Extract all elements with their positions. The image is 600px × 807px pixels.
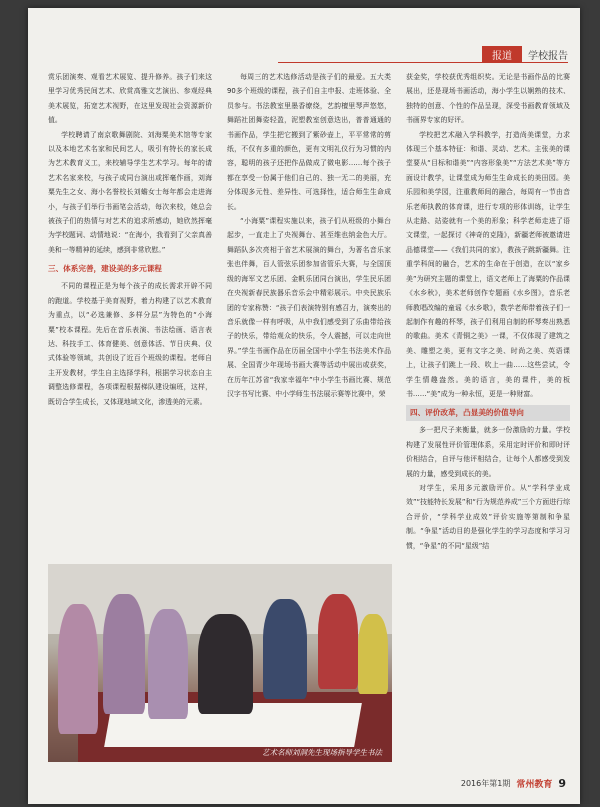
calligraphy-photo <box>48 564 392 762</box>
paragraph: 学校把艺术融入学科教学，打造尚美课堂，力求体现三个基本特征：和谐、灵动、艺术。主张美的课堂要从“目标和谐美”“内容形象美”“方法艺术美”等方面设计教学，让课堂成为师生生命成长的美田园。美乐园和美学园，注重教师间的融合，每周有一节由音乐老师执教的体育课，进行专项的形体训练，让学生从走路、站姿就有一个美的形象；科学老师走进了语文课堂，一起探讨《神奇的克隆》，新疆老师被邀请进品德课堂——《我们共同的家》，教孩子跳新疆舞。注重学科间的融合，艺术的生命在于创造，在以“家乡美”为研究主题的课堂上，语文老师上了海粟的作品课《水乡秋》，美术老师创作专题画《水乡图》，音乐老师教唱改编的童谣《水乡歌》，数学老师带着孩子们一起制作有趣的杯琴，孩子们利用自制的杯琴奏出熟悉的歌曲。美术《青铜之美》一课，不仅体现了建筑之美、雕塑之美，更有文字之美、时尚之美、英语课上，让孩子们跳上一段、吹上一曲……这些尝试，令学生情趣盎然。美的语言，美的课件，美的板书……“美”成为一种永恒，更是一种财富。 <box>406 130 570 398</box>
photo-person <box>58 604 98 734</box>
text-column-3 <box>406 70 570 553</box>
text-column-1 <box>48 70 212 409</box>
paragraph: 赏乐团演奏、观看艺术展览、提升修养。孩子们来这里学习优秀民间艺术、欣赏高雅文艺演出、参观经典美术展览，拓宽艺术视野，在这里发现社会资源新价值。 <box>48 73 212 125</box>
paragraph: 每周三的艺术选修活动是孩子们的最爱。五大类90多个班级的课程，孩子们自主申报、走班体验、全员参与。书法教室里墨香缭绕，艺韵檀里琴声悠悠，舞蹈社团舞姿轻盈，泥塑教室创意迭出，普普通通的书画作品，学生把它搬到了紫砂壶上，平平常常的剪纸，不仅有多重的颜色，更有文明礼仪行为习惯的内容，聪明的孩子还把作品做成了微电影……每个孩子都在享受一份属于他们自己的、独一无二的美丽，充分体现多元性、差异性、可选择性，适合师生生命成长。 <box>227 73 391 211</box>
page-footer <box>461 777 566 790</box>
section-heading: 四、评价改革，凸显美的价值导向 <box>406 405 570 421</box>
paragraph: 学校聘请了南京歌舞剧院、刘海粟美术馆等专家以及本地艺术名家和民间艺人，吸引有特长的家长成为艺术教育义工，来校辅导学生艺术学习。每年的请艺术名家来校，与孩子或同台演出或挥毫作画，刘海粟先生之女、海小名誉校长刘蟾女士每年都会走进海小，与孩子们举行书画笔会活动，每次来校，她总会被孩子们的热情与对艺术的追求所感动，她欣然挥毫为学校题词、动情地说：“在海小，我看到了父亲真善美和一等精神的延续，感到非常欣慰。” <box>48 130 212 254</box>
photo-person <box>358 614 388 694</box>
paragraph: “小海粟”课程实施以来，孩子们从班级的小舞台起步，一直走上了央视舞台、甚至维也纳金色大厅。舞蹈队多次亮相于省艺术展演的舞台，为著名音乐家张也伴舞，百人管弦乐团参加省管乐大赛，与全国顶级的海军文艺乐团、金帆乐团同台演出，学生民乐团在央视新春民族器乐音乐会中精彩展示。中央民族乐团的专家称赞：“孩子们表演特别有感召力，演奏出的音乐就像一样有呼吸，从中我们感受到了乐曲带给孩子的快乐，带给观众的快乐，令人震撼，可以走向世界。”学生书画作品在历届全国中小学生书法美术作品展、全国青少年现场书画大赛等活动中展出或获奖，在历年江苏省“我家幸福年”中小学生书画比赛、规范汉字书写比赛、中小学师生书法展示赛等比赛中，荣 <box>227 217 391 398</box>
magazine-page <box>28 8 580 804</box>
report-tag: 报道 <box>482 46 522 63</box>
photo-person <box>318 594 358 689</box>
section-title: 学校报告 <box>528 51 568 62</box>
paragraph: 对学生，采用多元激励评价。从“学科学业成效”“技能特长发展”和“行为规范养成”三个方面进行综合评价，“学科学业成效”评价实施等第制和争星制。“争星”活动目的是强化学生的学习态度和学习习惯，“争星”的不同“星级”结 <box>406 483 570 550</box>
section-header <box>482 46 568 63</box>
issue-label: 2016年第1期 <box>460 779 511 788</box>
paragraph: 不同的课程正是为每个孩子的成长需求开辟不同的跑道。学校基于美育视野，着力构建了以艺术教育为重点，以“必选兼修、多样分层”为特色的“小海粟”校本课程。先后在音乐表演、书法绘画、语言表达、科技手工、体育健美、创意体活、节日庆典、仪式体验等领域，共创设了近百个班级的课程。老师自主开发教材，学生自主选择学科，根据学习状态自主调整选修课程，各项课程根据梯队建设编班，这样，既切合学生成长，又体现地域文化，渗透美的元素。 <box>48 282 212 406</box>
photo-person <box>198 614 253 714</box>
magazine-brand: 常州教育 <box>516 780 553 790</box>
paragraph: 多一把尺子来衡量，就多一份激励的力量。学校构建了发展性评价管理体系，采用定时评价和即时评价相结合，自评与他评相结合，让每个人都感受到发展的力量，感受到成长的美。 <box>406 426 570 478</box>
section-heading: 三、体系完善，建设美的多元课程 <box>48 264 162 274</box>
photo-person <box>148 609 188 719</box>
photo-person <box>263 599 307 699</box>
photo-caption: 艺术名师刘洞先生现场指导学生书法 <box>262 748 382 757</box>
paragraph: 获金奖，学校获优秀组织奖。无论是书画作品的比赛展出，还是现场书画活动，海小学生以娴熟的技术、独特的创意、个性的作品呈现，深受书画教育领域及书画界专家的好评。 <box>406 73 570 125</box>
header-divider <box>278 62 568 63</box>
photo-person <box>103 594 145 714</box>
page-number: 9 <box>558 777 566 790</box>
text-column-2 <box>227 70 391 401</box>
